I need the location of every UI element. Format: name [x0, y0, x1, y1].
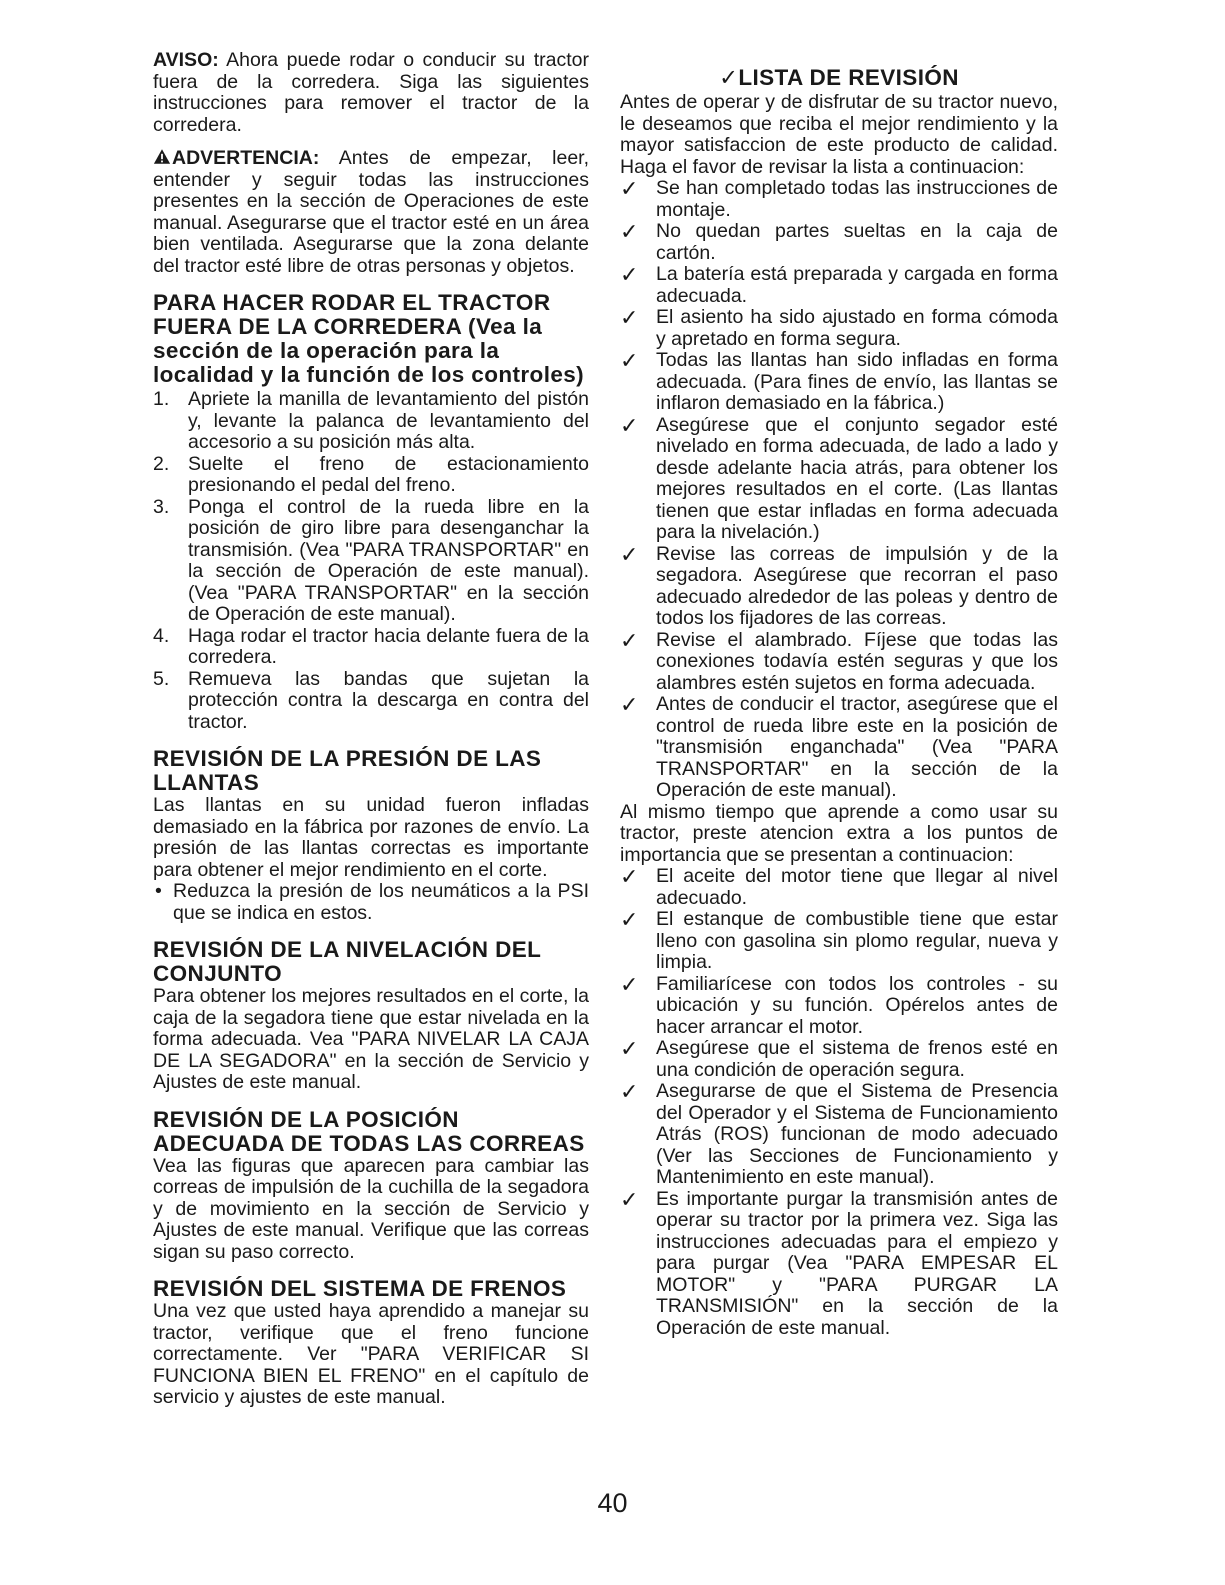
list-item: ✓ Antes de conducir el tractor, asegúrese que el control de rueda libre este en la posición de "transmisión enganchada" (Vea "PARA TRANSPORTAR" en la sección de la Operación de este manual).	[620, 692, 1058, 801]
list-item: ✓ No quedan partes sueltas en la caja de cartón.	[620, 219, 1058, 264]
list-item: ✓ Todas las llantas han sido infladas en forma adecuada. (Para fines de envío, las llantas se inflaron demasiado en la fábrica.)	[620, 348, 1058, 414]
notice-text: Ahora puede rodar o conducir su tractor fuera de la corredera. Siga las siguientes instrucciones para remover el tractor de la corredera.	[153, 49, 589, 136]
list-item: ✓ Asegurarse de que el Sistema de Presencia del Operador y el Sistema de Funcionamiento Atrás (ROS) funcionan de modo adecuado (Ver las Secciones de Funcionamiento y Mantenimiento en este manual).	[620, 1079, 1058, 1188]
checkmark-icon: ✓	[620, 348, 639, 373]
checklist-title: LISTA DE REVISIÓN	[738, 65, 959, 90]
list-item: ✓ Revise el alambrado. Fíjese que todas las conexiones todavía estén seguras y que los alambres estén sujetos en forma adecuada.	[620, 627, 1058, 694]
deck-level-text: Para obtener los mejores resultados en el corte, la caja de la segadora tiene que estar nivelada en la forma adecuada. Vea "PARA NIVELAR LA CAJA DE LA SEGADORA" en la sección de Servicio y Ajustes de este manual.	[153, 985, 589, 1093]
checkmark-icon: ✓	[620, 219, 639, 244]
roll-steps-list	[153, 389, 589, 733]
warning-triangle-icon	[153, 148, 171, 165]
checklist-intro: Antes de operar y de disfrutar de su tractor nuevo, le deseamos que reciba el mejor rendimiento y la mayor satisfaccion de este producto de calidad. Haga el favor de revisar la lista a continuacion:	[620, 91, 1058, 178]
checkmark-icon: ✓	[620, 1079, 639, 1104]
list-item: ✓ El aceite del motor tiene que llegar al nivel adecuado.	[620, 864, 1058, 909]
list-item: • Reduzca la presión de los neumáticos a la PSI que se indica en estos.	[155, 880, 589, 924]
attention-items	[620, 866, 1058, 1339]
list-item: ✓ Asegúrese que el sistema de frenos esté en una condición de operación segura.	[620, 1036, 1058, 1081]
list-item: ✓ El asiento ha sido ajustado en forma cómoda y apretado en forma segura.	[620, 305, 1058, 350]
list-item: ✓ La batería está preparada y cargada en forma adecuada.	[620, 262, 1058, 307]
list-item: ✓ Es importante purgar la transmisión antes de operar su tractor por la primera vez. Siga las instrucciones adecuadas para el empiezo y para purgar (Vea "PARA EMPESAR EL MOTOR" y "PARA PURGAR LA TRANSMISIÓN" en la sección de la Operación de este manual.	[620, 1186, 1058, 1339]
checkmark-icon: ✓	[620, 627, 639, 653]
notice-paragraph	[153, 50, 589, 136]
list-item: ✓ Se han completado todas las instrucciones de montaje.	[620, 176, 1058, 221]
bullet-dot-icon: •	[155, 880, 162, 902]
checkmark-icon: ✓	[620, 1186, 639, 1212]
tire-pressure-heading: REVISIÓN DE LA PRESIÓN DE LAS LLANTAS	[153, 746, 542, 795]
notice-label: AVISO:	[153, 49, 219, 71]
right-column	[620, 50, 1058, 1339]
checkmark-icon: ✓	[620, 1036, 639, 1061]
tire-pressure-text: Las llantas en su unidad fueron infladas demasiado en la fábrica por razones de envío. La presión de las llantas correctas es importante para obtener el mejor rendimiento en el corte.	[153, 794, 589, 881]
belts-heading: REVISIÓN DE LA POSICIÓN ADECUADA DE TODAS LAS CORREAS	[153, 1106, 585, 1156]
page-number: 40	[597, 1488, 628, 1518]
checkmark-icon: ✓	[620, 262, 639, 287]
deck-level-heading: REVISIÓN DE LA NIVELACIÓN DEL CONJUNTO	[153, 937, 541, 986]
checkmark-icon: ✓	[620, 176, 639, 201]
checkmark-icon: ✓	[719, 65, 739, 90]
brakes-heading: REVISIÓN DEL SISTEMA DE FRENOS	[153, 1276, 567, 1301]
checkmark-icon: ✓	[620, 305, 639, 330]
warning-text: Antes de empezar, leer, entender y seguir todas las instrucciones presentes en la sección de Operaciones de este manual. Asegurarse que el tractor esté en un área bien ventilada. Asegurarse que la zona delante del tractor esté libre de otras personas y objetos.	[153, 147, 589, 277]
list-item: 3. Ponga el control de la rueda libre en la posición de giro libre para desenganchar la transmisión. (Vea "PARA TRANSPORTAR" en la sección de Operación de este manual). (Vea "PARA TRANSPORTAR" en la sección de Operación de este manual).	[153, 495, 589, 625]
checklist-heading	[620, 66, 1058, 90]
checkmark-icon: ✓	[620, 541, 639, 567]
checkmark-icon: ✓	[620, 907, 639, 932]
left-column	[153, 50, 589, 1409]
list-item: ✓ El estanque de combustible tiene que estar lleno con gasolina sin plomo regular, nueva y limpia.	[620, 907, 1058, 973]
list-item: ✓ Asegúrese que el conjunto segador esté nivelado en forma adecuada, de lado a lado y desde adelante hacia atrás, para obtener los mejores resultados en el corte. (Las llantas tienen que estar infladas en forma adecuada para la nivelación.)	[620, 412, 1058, 543]
checkmark-icon: ✓	[620, 864, 639, 889]
list-item: ✓ Familiarícese con todos los controles - su ubicación y su función. Opérelos antes de hacer arrancar el motor.	[620, 971, 1058, 1038]
list-item: 2. Suelte el freno de estacionamiento presionando el pedal del freno.	[153, 452, 589, 496]
list-item: 1. Apriete la manilla de levantamiento del pistón y, levante la palanca de levantamiento del accesorio a su posición más alta.	[153, 388, 589, 453]
brakes-text: Una vez que usted haya aprendido a manejar su tractor, verifique que el freno funcione correctamente. Ver "PARA VERIFICAR SI FUNCIONA BIEN EL FRENO" en el capítulo de servicio y ajustes de este manual.	[153, 1300, 589, 1408]
list-item: 4. Haga rodar el tractor hacia delante fuera de la corredera.	[153, 624, 589, 668]
warning-paragraph	[153, 148, 589, 277]
belts-text: Vea las figuras que aparecen para cambiar las correas de impulsión de la cuchilla de la segadora y de movimiento en la sección de Servicio y Ajustes de este manual. Verifique que las correas sigan su paso correcto.	[153, 1154, 589, 1263]
warning-label: ADVERTENCIA:	[172, 147, 320, 169]
tire-bullet-list	[153, 881, 589, 924]
checkmark-icon: ✓	[620, 412, 639, 438]
checkmark-icon: ✓	[620, 971, 639, 997]
roll-tractor-heading: PARA HACER RODAR EL TRACTOR FUERA DE LA CORREDERA (Vea la sección de la operación para la localidad y la función de los controles)	[153, 290, 585, 387]
checkmark-icon: ✓	[620, 692, 639, 717]
list-item: 5. Remueva las bandas que sujetan la protección contra la descarga en contra del tractor.	[153, 667, 589, 733]
attention-intro: Al mismo tiempo que aprende a como usar su tractor, preste atencion extra a los puntos de importancia que se presentan a continuacion:	[620, 800, 1058, 866]
list-item: ✓ Revise las correas de impulsión y de la segadora. Asegúrese que recorran el paso adecuado alrededor de las poleas y dentro de todos los fijadores de las correas.	[620, 541, 1058, 629]
checklist-items	[620, 178, 1058, 802]
